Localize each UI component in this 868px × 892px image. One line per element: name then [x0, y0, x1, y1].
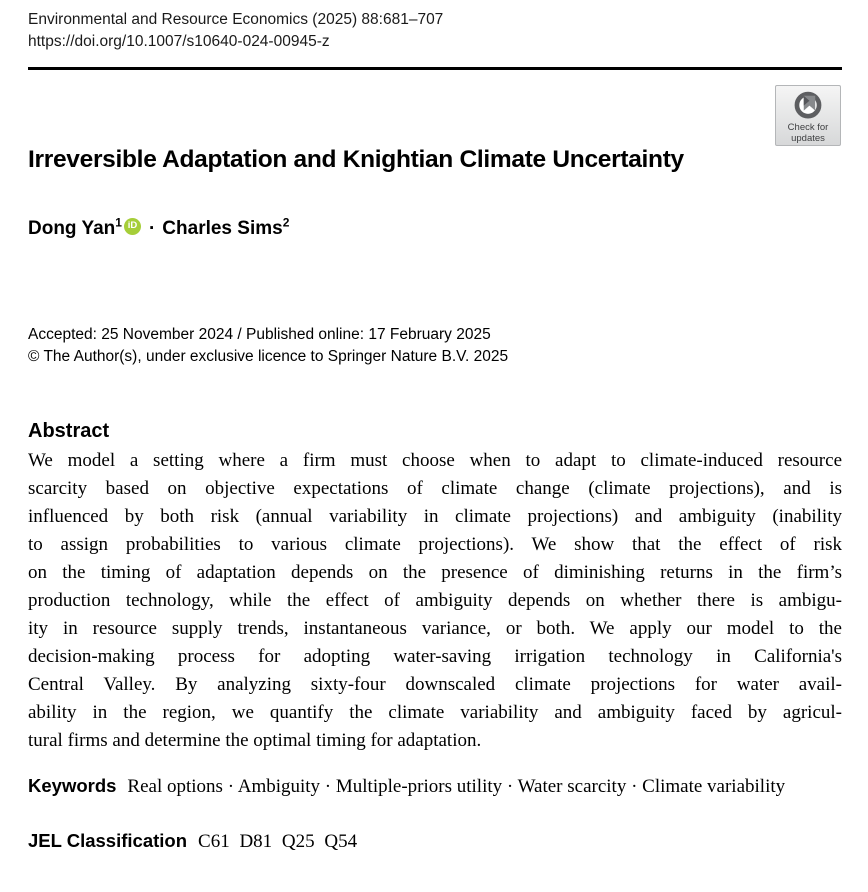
- keywords-line: [28, 772, 842, 800]
- orcid-icon[interactable]: iD: [124, 218, 141, 235]
- jel-codes: C61 D81 Q25 Q54: [198, 831, 358, 852]
- abstract-line: We model a setting where a firm must choose when to adapt to climate-induced resource: [28, 450, 842, 471]
- abstract-line: on the timing of adaptation depends on the presence of diminishing returns in the firm’s: [28, 562, 842, 583]
- author-separator: ·: [148, 218, 156, 239]
- abstract-line: influenced by both risk (annual variability in climate projections) and ambiguity (inability: [28, 506, 842, 527]
- check-for-updates-badge[interactable]: [775, 85, 841, 146]
- keywords-text: Real options · Ambiguity · Multiple-priors utility · Water scarcity · Climate variability: [127, 776, 786, 797]
- author-1-affiliation-sup: 1: [115, 215, 122, 230]
- abstract-line: Central Valley. By analyzing sixty-four downscaled climate projections for water avail-: [28, 674, 842, 695]
- keywords-label: Keywords: [28, 775, 117, 796]
- abstract-line: to assign probabilities to various climate projections). We show that the effect of risk: [28, 534, 842, 555]
- abstract-line: production technology, while the effect of ambiguity depends on whether there is ambigu-: [28, 590, 842, 611]
- crossmark-icon: [791, 89, 825, 123]
- journal-header: [28, 9, 842, 53]
- check-for-updates-label: Check for updates: [787, 122, 829, 144]
- abstract-line: decision-making process for adopting water-saving irrigation technology in California's: [28, 646, 842, 667]
- doi-link[interactable]: https://doi.org/10.1007/s10640-024-00945-z: [28, 33, 330, 50]
- abstract-line: scarcity based on objective expectations of climate change (climate projections), and is: [28, 478, 842, 499]
- abstract-line: ity in resource supply trends, instantaneous variance, or both. We apply our model to the: [28, 618, 842, 639]
- paper-title: Irreversible Adaptation and Knightian Climate Uncertainty: [28, 146, 684, 173]
- abstract-line: ability in the region, we quantify the climate variability and ambiguity faced by agricul-: [28, 702, 842, 723]
- abstract-line: tural firms and determine the optimal timing for adaptation.: [28, 730, 482, 751]
- accepted-published-line: Accepted: 25 November 2024 / Published online: 17 February 2025: [28, 326, 491, 343]
- abstract-body: [28, 447, 842, 755]
- author-2: Charles Sims$^2$: [162, 215, 290, 239]
- header-rule: [28, 67, 842, 70]
- copyright-line: © The Author(s), under exclusive licence to Springer Nature B.V. 2025: [28, 348, 509, 365]
- author-1: Dong Yan$^1$: [28, 215, 122, 239]
- authors-line: [28, 216, 842, 242]
- abstract-heading: Abstract: [28, 420, 110, 442]
- jel-label: JEL Classification: [28, 830, 188, 851]
- journal-citation: Environmental and Resource Economics (2025) 88:681–707: [28, 11, 444, 28]
- jel-classification-line: [28, 827, 842, 855]
- publication-dates: [28, 324, 842, 368]
- author-2-affiliation-sup: 2: [282, 215, 290, 230]
